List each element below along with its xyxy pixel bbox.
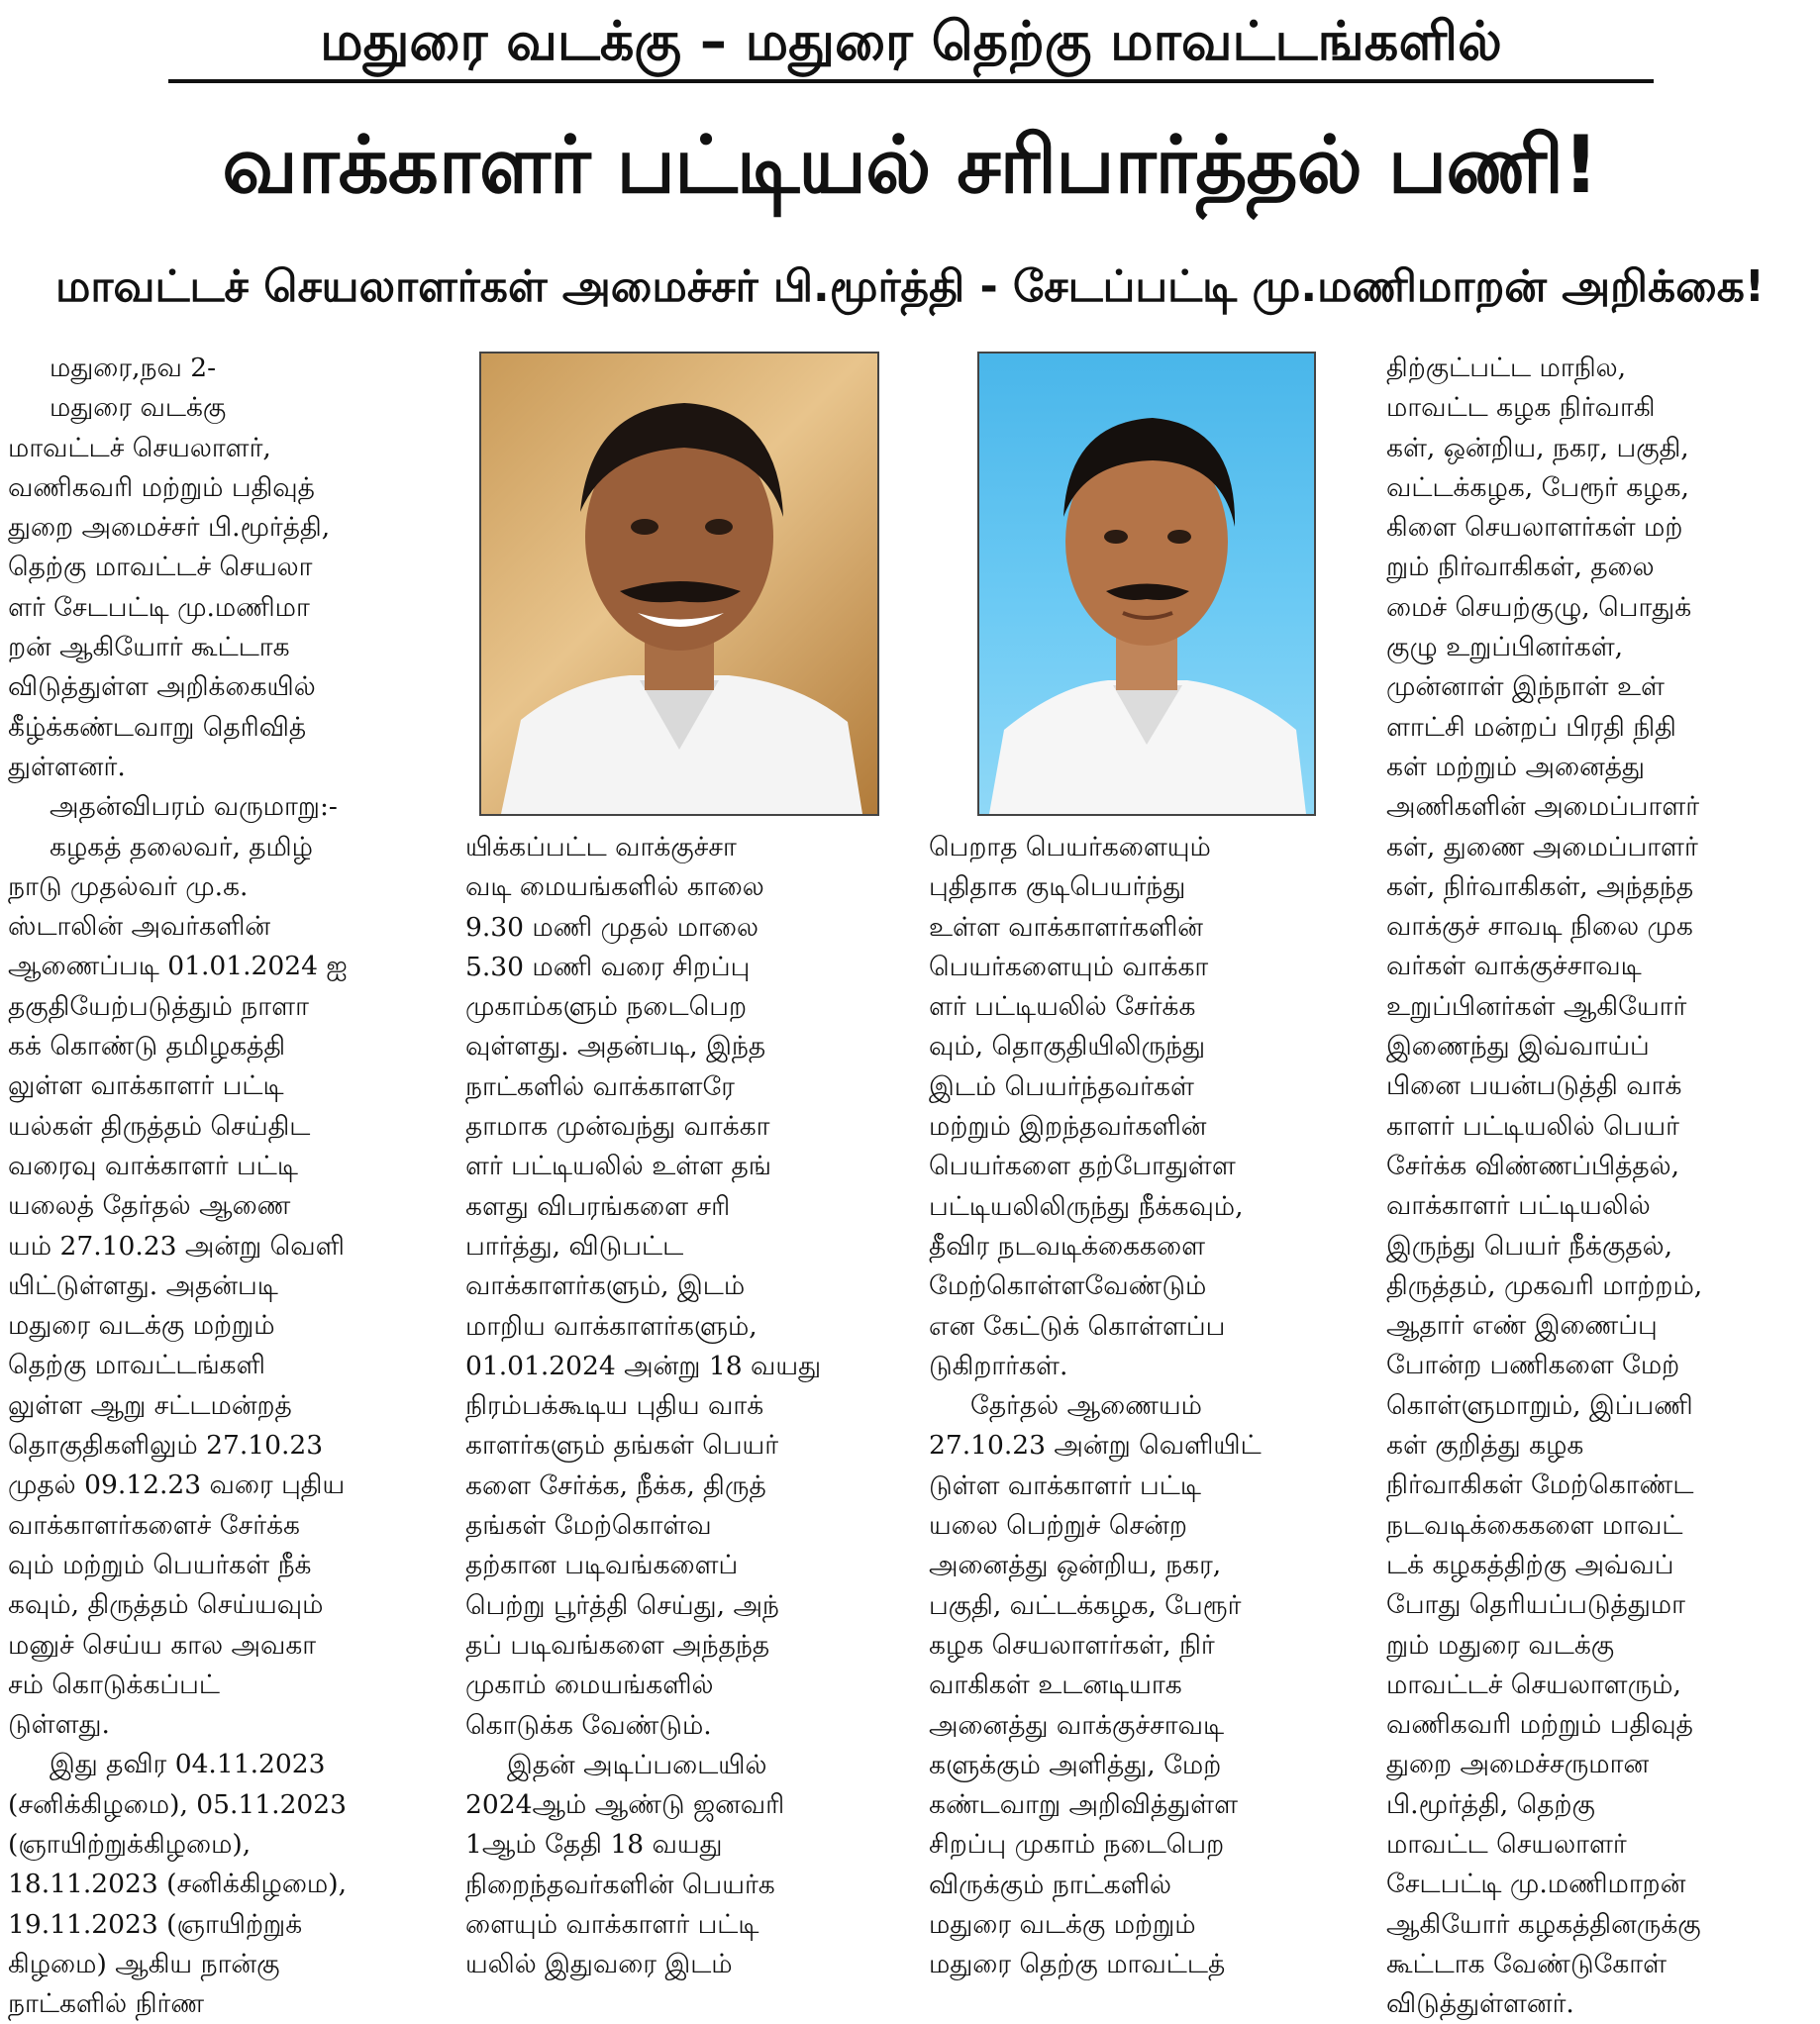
article-text-line: ஸ்டாலின் அவர்களின் (8, 911, 271, 943)
article-text-line: மாவட்ட கழக நிர்வாகி (1386, 392, 1656, 424)
article-text-line: பினை பயன்படுத்தி வாக் (1386, 1070, 1682, 1102)
article-text-line: நாடு முதல்வர் மு.க. (8, 870, 249, 902)
article-text-line: யல்கள் திருத்தம் செய்திட (8, 1110, 311, 1142)
article-text-line: வும், தொகுதியிலிருந்து (929, 1031, 1206, 1063)
article-text-line: சம் கொடுக்கப்பட் (8, 1669, 220, 1700)
article-text-line: புதிதாக குடிபெயர்ந்து (929, 871, 1186, 903)
article-text-line: றும் மதுரை வடக்கு (1386, 1629, 1615, 1661)
article-text-line: 01.01.2024 அன்று 18 வயது (465, 1350, 822, 1381)
article-text-line: வாக்காளர்களைச் சேர்க்க (8, 1509, 300, 1541)
article-text-line: வர்கள் வாக்குச்சாவடி (1386, 951, 1642, 982)
article-text-line: கள், நிர்வாகிகள், அந்தந்த (1386, 870, 1694, 902)
article-text-line: மேற்கொள்ளவேண்டும் (929, 1270, 1207, 1302)
article-text-line: விடுத்துள்ளனர். (1386, 1988, 1574, 2020)
article-text-line: கொள்ளுமாறும், இப்பணி (1386, 1389, 1693, 1421)
article-text-line: நாட்களில் நிர்ண (8, 1988, 205, 2020)
article-text-line: வணிகவரி மற்றும் பதிவுத் (1386, 1709, 1693, 1741)
article-text-line: நிரம்பக்கூடிய புதிய வாக் (465, 1390, 764, 1422)
article-text-line: நாட்களில் வாக்காளரே (465, 1070, 735, 1102)
article-text-line: இதன் அடிப்படையில் (507, 1749, 767, 1780)
article-text-line: வாக்காளர்களும், இடம் (465, 1270, 746, 1302)
article-text-line: லுள்ள வாக்காளர் பட்டி (8, 1070, 284, 1102)
portrait-photo-2 (977, 352, 1316, 816)
article-text-line: தாமாக முன்வந்து வாக்கா (465, 1111, 770, 1143)
article-text-line: மதுரை வடக்கு மற்றும் (929, 1909, 1196, 1941)
article-text-line: கள், துணை அமைப்பாளர் (1386, 831, 1698, 862)
subheadline: மாவட்டச் செயலாளர்கள் அமைச்சர் பி.மூர்த்தி - சேடப்பட்டி மு.மணிமாறன் அறிக்கை! (54, 261, 1766, 312)
article-text-line: டுள்ளது. (8, 1709, 110, 1741)
article-text-line: நடவடிக்கைகளை மாவட் (1386, 1509, 1683, 1541)
article-text-line: யிக்கப்பட்ட வாக்குச்சா (465, 832, 737, 862)
article-text-line: கக் கொண்டு தமிழகத்தி (8, 1031, 286, 1063)
article-text-line: 18.11.2023 (சனிக்கிழமை), (8, 1869, 348, 1900)
article-text-line: களது விபரங்களை சரி (465, 1190, 731, 1222)
article-text-line: கீழ்க்கண்டவாறு தெரிவித் (8, 711, 307, 743)
article-text-line: மாவட்ட செயலாளர் (1386, 1828, 1627, 1860)
article-text-line: யலில் இதுவரை இடம் (465, 1949, 733, 1980)
article-text-line: மாவட்டச் செயலாளர், (8, 432, 271, 463)
article-text-line: 1ஆம் தேதி 18 வயது (465, 1829, 723, 1861)
article-text-line: தெற்கு மாவட்டங்களி (8, 1350, 265, 1381)
article-text-line: றும் நிர்வாகிகள், தலை (1386, 552, 1655, 583)
article-text-line: கிளை செயலாளர்கள் மற் (1386, 512, 1683, 544)
article-text-line: ஆணைப்படி 01.01.2024 ஐ (8, 951, 348, 982)
article-text-line: (சனிக்கிழமை), 05.11.2023 (8, 1788, 348, 1820)
article-text-line: யலை பெற்றுச் சென்ற (929, 1510, 1187, 1542)
article-text-line: றன் ஆகியோர் கூட்டாக (8, 632, 290, 663)
article-text-line: கிழமை) ஆகிய நான்கு (8, 1948, 280, 1979)
article-text-line: மதுரை,நவ 2- (50, 353, 217, 383)
article-text-line: பெறாத பெயர்களையும் (929, 832, 1211, 862)
article-text-line: என கேட்டுக் கொள்ளப்ப (929, 1310, 1226, 1342)
article-text-line: இருந்து பெயர் நீக்குதல், (1386, 1230, 1673, 1262)
article-text-line: தற்கான படிவங்களைப் (465, 1550, 739, 1581)
article-text-line: கள், ஒன்றிய, நகர, பகுதி, (1386, 432, 1689, 463)
article-text-line: சேடபட்டி மு.மணிமாறன் (1386, 1869, 1686, 1900)
article-text-line: கூட்டாக வேண்டுகோள் (1386, 1948, 1668, 1979)
article-text-line: பெயர்களை தற்போதுள்ள (929, 1151, 1236, 1182)
article-text-line: ஆதார் எண் இணைப்பு (1386, 1310, 1658, 1342)
article-text-line: பி.மூர்த்தி, தெற்கு (1386, 1788, 1595, 1820)
article-text-line: தேர்தல் ஆணையம் (970, 1390, 1202, 1422)
article-text-line: நிர்வாகிகள் மேற்கொண்ட (1386, 1469, 1694, 1501)
article-text-line: சிறப்பு முகாம் நடைபெற (929, 1829, 1225, 1861)
article-text-line: பார்த்து, விடுபட்ட (465, 1230, 684, 1262)
article-column-1 (8, 349, 434, 2024)
article-text-line: யலைத் தேர்தல் ஆணை (8, 1190, 291, 1222)
article-text-line: பட்டியலிலிருந்து நீக்கவும், (929, 1190, 1244, 1222)
article-text-line: டுகிறார்கள். (929, 1350, 1068, 1381)
article-text-line: தெற்கு மாவட்டச் செயலா (8, 552, 313, 583)
article-text-line: துறை அமைச்சர் பி.மூர்த்தி, (8, 512, 331, 544)
article-text-line: அணிகளின் அமைப்பாளர் (1386, 791, 1700, 823)
article-text-line: இணைந்து இவ்வாய்ப் (1386, 1031, 1650, 1063)
article-text-line: குழு உறுப்பினர்கள், (1386, 632, 1624, 663)
article-text-line: 9.30 மணி முதல் மாலை (465, 911, 758, 943)
article-text-line: ளர் சேடபட்டி மு.மணிமா (8, 591, 310, 623)
article-text-line: இது தவிர 04.11.2023 (50, 1749, 326, 1780)
article-text-line: மாவட்டச் செயலாளரும், (1386, 1669, 1681, 1700)
kicker-line: மதுரை வடக்கு – மதுரை தெற்கு மாவட்டங்களில் (320, 10, 1502, 72)
article-text-line: கவும், திருத்தம் செய்யவும் (8, 1589, 324, 1621)
article-text-line: விருக்கும் நாட்களில் (929, 1869, 1171, 1900)
article-text-line: ளர் பட்டியலில் உள்ள தங் (465, 1151, 771, 1182)
article-text-line: கள் குறித்து கழக (1386, 1430, 1584, 1462)
article-text-line: முகாம்களும் நடைபெற (465, 991, 747, 1023)
article-text-line: உறுப்பினர்கள் ஆகியோர் (1386, 990, 1687, 1022)
article-column-3 (929, 828, 1355, 1985)
portrait-illustration-1 (481, 354, 877, 814)
article-text-line: 27.10.23 அன்று வெளியிட் (929, 1430, 1262, 1462)
article-text-line: வடி மையங்களில் காலை (465, 871, 764, 903)
article-text-line: வாக்குச் சாவடி நிலை முக (1386, 911, 1693, 943)
article-text-line: அதன்விபரம் வருமாறு:- (50, 791, 338, 823)
article-text-line: காளர்களும் தங்கள் பெயர் (465, 1430, 779, 1462)
article-text-line: துறை அமைச்சருமான (1386, 1749, 1650, 1780)
article-text-line: 5.30 மணி வரை சிறப்பு (465, 951, 751, 982)
article-text-line: பெற்று பூர்த்தி செய்து, அந் (465, 1589, 779, 1621)
article-text-line: கழக செயலாளர்கள், நிர் (929, 1629, 1215, 1661)
article-text-line: லுள்ள ஆறு சட்டமன்றத் (8, 1389, 292, 1421)
article-text-line: கழகத் தலைவர், தமிழ் (50, 831, 313, 862)
article-text-line: 2024ஆம் ஆண்டு ஜனவரி (465, 1789, 785, 1821)
article-text-line: மாறிய வாக்காளர்களும், (465, 1310, 758, 1342)
article-text-line: 19.11.2023 (ஞாயிற்றுக் (8, 1908, 303, 1940)
article-text-line: களுக்கும் அளித்து, மேற் (929, 1749, 1222, 1780)
article-text-line: ளையும் வாக்காளர் பட்டி (465, 1909, 759, 1941)
article-text-line: மதுரை வடக்கு (50, 392, 227, 424)
article-text-line: அனைத்து வாக்குச்சாவடி (929, 1709, 1225, 1741)
portrait-photo-1 (479, 352, 879, 816)
article-text-line: தங்கள் மேற்கொள்வ (465, 1510, 712, 1542)
article-text-line: தகுதியேற்படுத்தும் நாளா (8, 990, 309, 1022)
article-text-line: ஆகியோர் கழகத்தினருக்கு (1386, 1908, 1701, 1940)
article-text-line: கொடுக்க வேண்டும். (465, 1709, 712, 1741)
article-text-line: திருத்தம், முகவரி மாற்றம், (1386, 1269, 1703, 1301)
article-text-line: யிட்டுள்ளது. அதன்படி (8, 1269, 278, 1301)
article-text-line: களை சேர்க்க, நீக்க, திருத் (465, 1469, 766, 1501)
article-text-line: கண்டவாறு அறிவித்துள்ள (929, 1789, 1239, 1821)
article-text-line: கள் மற்றும் அனைத்து (1386, 751, 1646, 782)
article-text-line: போன்ற பணிகளை மேற் (1386, 1350, 1680, 1381)
article-column-2 (465, 828, 893, 1985)
article-text-line: யம் 27.10.23 அன்று வெளி (8, 1230, 345, 1262)
article-text-line: டக் கழகத்திற்கு அவ்வப் (1386, 1549, 1674, 1580)
article-text-line: துள்ளனர். (8, 751, 126, 782)
article-text-line: வும் மற்றும் பெயர்கள் நீக் (8, 1549, 312, 1580)
article-text-line: தப் படிவங்களை அந்தந்த (465, 1629, 770, 1661)
article-text-line: வணிகவரி மற்றும் பதிவுத் (8, 471, 315, 503)
article-text-line: சேர்க்க விண்ணப்பித்தல், (1386, 1150, 1680, 1181)
article-text-line: வாக்காளர் பட்டியலில் (1386, 1190, 1651, 1222)
article-text-line: முன்னாள் இந்நாள் உள் (1386, 671, 1665, 703)
article-text-line: உள்ள வாக்காளர்களின் (929, 911, 1203, 943)
article-text-line: போது தெரியப்படுத்துமா (1386, 1589, 1685, 1621)
article-text-line: டுள்ள வாக்காளர் பட்டி (929, 1469, 1201, 1501)
article-text-line: (ஞாயிற்றுக்கிழமை), (8, 1828, 252, 1860)
article-text-line: வாகிகள் உடனடியாக (929, 1670, 1182, 1701)
article-text-line: காளர் பட்டியலில் பெயர் (1386, 1110, 1679, 1142)
article-text-line: வட்டக்கழக, பேரூர் கழக, (1386, 471, 1689, 503)
article-text-line: மைச் செயற்குழு, பொதுக் (1386, 591, 1692, 623)
article-text-line: முகாம் மையங்களில் (465, 1670, 714, 1701)
article-text-line: வுள்ளது. அதன்படி, இந்த (465, 1031, 766, 1063)
article-text-line: திற்குட்பட்ட மாநில, (1386, 353, 1627, 383)
portrait-illustration-2 (979, 354, 1314, 814)
article-text-line: மதுரை தெற்கு மாவட்டத் (929, 1949, 1226, 1980)
article-text-line: மற்றும் இறந்தவர்களின் (929, 1111, 1207, 1143)
article-text-line: நிறைந்தவர்களின் பெயர்க (465, 1869, 775, 1900)
article-text-line: ளர் பட்டியலில் சேர்க்க (929, 991, 1196, 1023)
article-text-line: இடம் பெயர்ந்தவர்கள் (929, 1070, 1194, 1102)
article-text-line: பெயர்களையும் வாக்கா (929, 951, 1209, 982)
article-text-line: அனைத்து ஒன்றிய, நகர, (929, 1550, 1222, 1581)
article-text-line: வரைவு வாக்காளர் பட்டி (8, 1150, 298, 1181)
article-text-line: ளாட்சி மன்றப் பிரதி நிதி (1386, 711, 1676, 743)
article-text-line: பகுதி, வட்டக்கழக, பேரூர் (929, 1589, 1242, 1621)
article-text-line: மதுரை வடக்கு மற்றும் (8, 1310, 275, 1342)
headline: வாக்காளர் பட்டியல் சரிபார்த்தல் பணி! (222, 119, 1598, 211)
kicker-underline (168, 79, 1654, 83)
article-text-line: தீவிர நடவடிக்கைகளை (929, 1230, 1205, 1262)
article-text-line: மனுச் செய்ய கால அவகா (8, 1629, 317, 1661)
article-text-line: விடுத்துள்ள அறிக்கையில் (8, 671, 316, 703)
article-text-line: முதல் 09.12.23 வரை புதிய (8, 1469, 346, 1501)
article-column-4 (1386, 349, 1814, 2024)
article-text-line: தொகுதிகளிலும் 27.10.23 (8, 1430, 324, 1462)
